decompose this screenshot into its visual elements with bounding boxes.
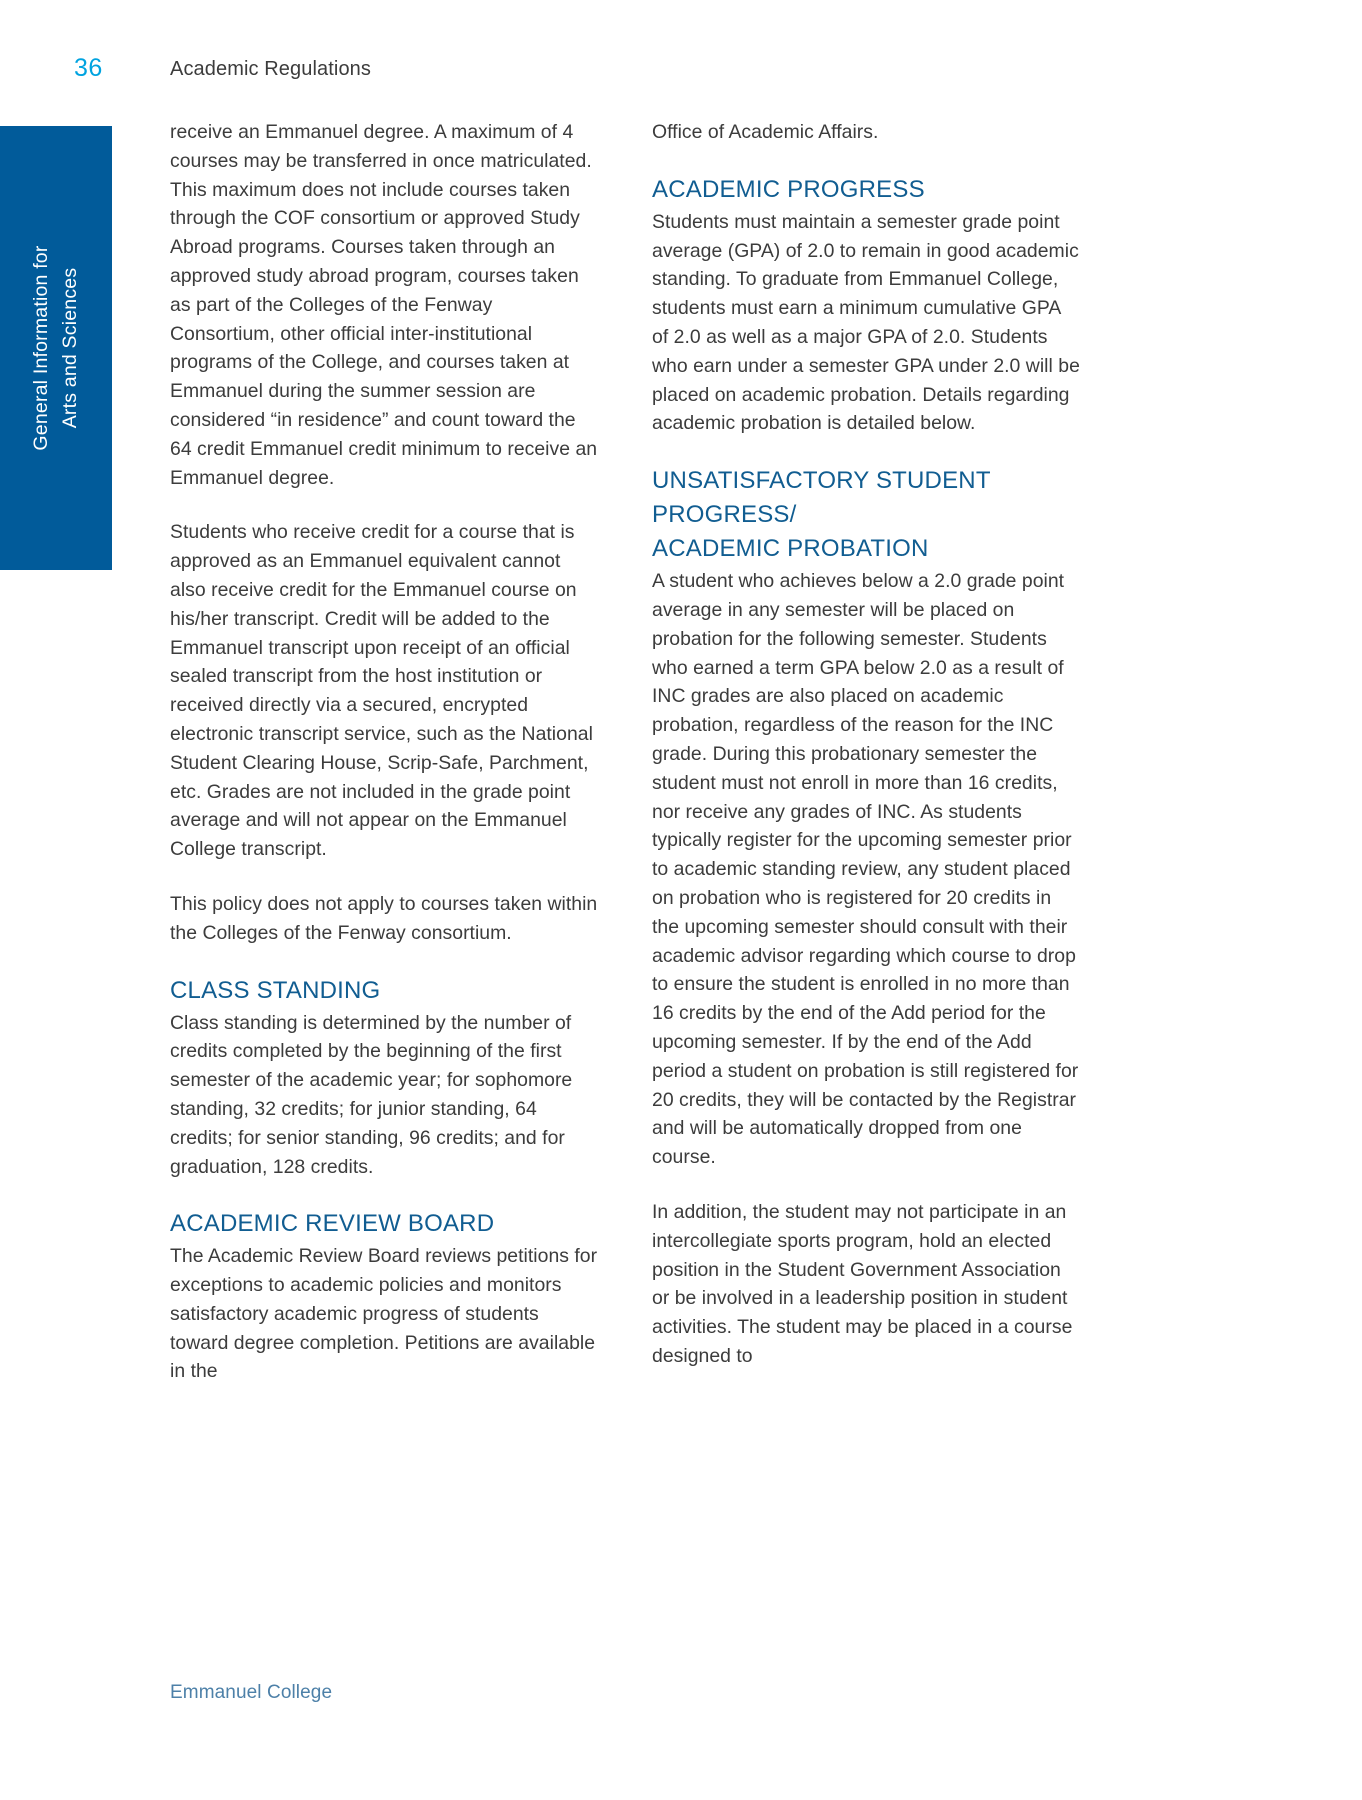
paragraph-transfer-credit: receive an Emmanuel degree. A maximum of 4 courses may be transferred in once matriculated. This maximum does not include courses taken through the COF consortium or approved Study Abroad programs. Courses taken through an approved study abroad program, courses taken as part of the Colleges of the Fenway Consortium, other official inter-institutional programs of the College, and courses taken at Emmanuel during the summer session are considered “in residence” and count toward the 64 credit Emmanuel credit minimum to receive an Emmanuel degree.	[170, 121, 598, 489]
left-column	[170, 118, 598, 1386]
page-header	[0, 52, 1362, 92]
footer-institution-name: Emmanuel College	[170, 1682, 333, 1703]
page-number: 36	[74, 54, 103, 82]
paragraph-academic-review-board: The Academic Review Board reviews petitions for exceptions to academic policies and monitors satisfactory academic progress of students toward degree completion. Petitions are available in the	[170, 1245, 598, 1383]
section-side-tab	[0, 126, 112, 570]
side-tab-label	[27, 245, 85, 450]
paragraph-class-standing: Class standing is determined by the number of credits completed by the beginning of the first semester of the academic year; for sophomore standing, 32 credits; for junior standing, 64 credits; for senior standing, 96 credits; and for graduation, 128 credits.	[170, 1011, 573, 1178]
heading-academic-progress: ACADEMIC PROGRESS	[652, 175, 925, 203]
content-columns	[170, 118, 1190, 1386]
heading-class-standing: CLASS STANDING	[170, 976, 381, 1004]
paragraph-academic-progress: Students must maintain a semester grade point average (GPA) of 2.0 to remain in good academic standing. To graduate from Emmanuel College, students must earn a minimum cumulative GPA of 2.0 as well as a major GPA of 2.0. Students who earn under a semester GPA under 2.0 will be placed on academic probation. Details regarding academic probation is detailed below.	[652, 210, 1080, 435]
side-tab-label-line2: Arts and Sciences	[59, 267, 81, 429]
right-column	[652, 118, 1080, 1386]
paragraph-office-academic-affairs: Office of Academic Affairs.	[652, 121, 879, 143]
side-tab-label-line1: General Information for	[30, 245, 52, 451]
heading-academic-review-board: ACADEMIC REVIEW BOARD	[170, 1210, 495, 1238]
paragraph-academic-probation: A student who achieves below a 2.0 grade point average in any semester will be placed on probation for the following semester. Students who earned a term GPA below 2.0 as a result of INC grades are also placed on academic probation, regardless of the reason for the INC grade. During this probationary semester the student must not enroll in more than 16 credits, nor receive any grades of INC. As students typically register for the upcoming semester prior to academic standing review, any student placed on probation who is registered for 20 credits in the upcoming semester should consult with their academic advisor regarding which course to drop to ensure the student is enrolled in no more than 16 credits by the end of the Add period for the upcoming semester. If by the end of the Add period a student on probation is still registered for 20 credits, they will be contacted by the Registrar and will be automatically dropped from one course.	[652, 570, 1079, 1169]
paragraph-fenway-policy: This policy does not apply to courses taken within the Colleges of the Fenway consortium.	[170, 892, 598, 944]
heading-line-3: ACADEMIC PROBATION	[652, 535, 929, 563]
paragraph-probation-restrictions: In addition, the student may not participate in an intercollegiate sports program, hold an elected position in the Student Government Association or be involved in a leadership position in student activities. The student may be placed in a course designed to	[652, 1200, 1073, 1367]
heading-line-2: PROGRESS/	[652, 501, 797, 529]
page-title: Academic Regulations	[170, 58, 371, 80]
heading-unsatisfactory-student-progress	[652, 464, 1080, 566]
heading-line-1: UNSATISFACTORY STUDENT	[652, 467, 991, 495]
paragraph-emmanuel-equivalent: Students who receive credit for a course that is approved as an Emmanuel equivalent cannot also receive credit for the Emmanuel course on his/her transcript. Credit will be added to the Emmanuel transcript upon receipt of an official sealed transcript from the host institution or received directly via a secured, encrypted electronic transcript service, such as the National Student Clearing House, Scrip-Safe, Parchment, etc. Grades are not included in the grade point average and will not appear on the Emmanuel College transcript.	[170, 521, 593, 861]
